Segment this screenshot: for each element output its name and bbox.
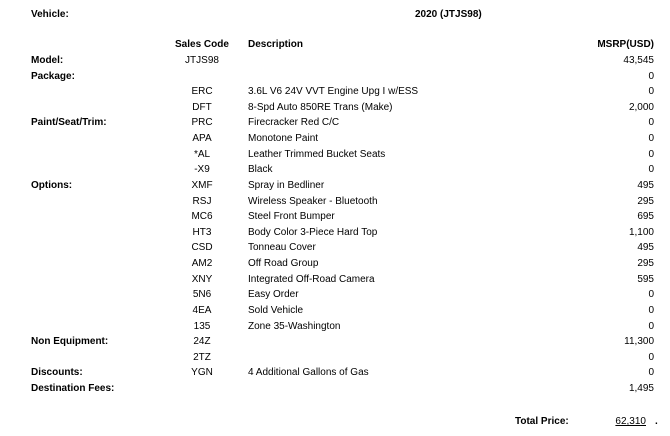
row-category-label: Destination Fees: — [31, 383, 115, 395]
line-item-row — [0, 149, 670, 165]
vehicle-value: 2020 (JTJS98) — [415, 9, 482, 20]
line-item-row — [0, 71, 670, 87]
row-sales-code: 4EA — [192, 304, 212, 316]
row-msrp: 595 — [637, 273, 654, 285]
row-description: Wireless Speaker - Bluetooth — [248, 195, 378, 207]
row-category-label: Discounts: — [31, 367, 83, 379]
row-category-label: Package: — [31, 70, 75, 82]
line-item-row — [0, 321, 670, 337]
row-description: Black — [248, 164, 273, 176]
row-msrp: 1,100 — [628, 226, 654, 238]
row-msrp: 43,545 — [623, 55, 654, 66]
line-item-row — [0, 86, 670, 102]
line-item-row — [0, 383, 670, 399]
row-description: Tonneau Cover — [248, 242, 316, 254]
row-msrp: 0 — [648, 148, 654, 160]
line-item-row — [0, 164, 670, 180]
line-item-row — [0, 336, 670, 352]
total-price-suffix: . — [655, 416, 658, 427]
row-msrp: 0 — [648, 320, 654, 332]
row-msrp: 0 — [648, 86, 654, 98]
row-description: Zone 35-Washington — [248, 320, 341, 332]
row-description: Monotone Paint — [248, 133, 319, 145]
sales-code-header: Sales Code — [175, 39, 229, 50]
row-description: Leather Trimmed Bucket Seats — [248, 148, 386, 160]
row-sales-code: 24Z — [193, 336, 211, 348]
row-msrp: 0 — [648, 164, 654, 176]
line-item-row — [0, 133, 670, 149]
row-description: 8-Spd Auto 850RE Trans (Make) — [248, 101, 393, 113]
line-item-row — [0, 274, 670, 290]
row-sales-code: RSJ — [192, 195, 212, 207]
row-sales-code: -X9 — [194, 164, 210, 176]
row-description: Steel Front Bumper — [248, 211, 335, 223]
row-sales-code: 5N6 — [192, 289, 212, 301]
row-msrp: 0 — [648, 117, 654, 129]
line-item-row — [0, 55, 670, 71]
line-item-row — [0, 352, 670, 368]
row-msrp: 1,495 — [628, 383, 654, 395]
row-sales-code: APA — [192, 133, 212, 145]
line-item-row — [0, 180, 670, 196]
row-description: Firecracker Red C/C — [248, 117, 340, 129]
row-sales-code: ERC — [191, 86, 213, 98]
row-description: Sold Vehicle — [248, 304, 304, 316]
line-item-row — [0, 242, 670, 258]
row-msrp: 0 — [648, 133, 654, 145]
row-sales-code: XMF — [191, 179, 213, 191]
line-item-row — [0, 367, 670, 383]
row-msrp: 0 — [648, 70, 654, 82]
row-msrp: 295 — [637, 195, 654, 207]
row-sales-code: AM2 — [191, 258, 213, 270]
row-sales-code: MC6 — [191, 211, 213, 223]
row-msrp: 295 — [637, 258, 654, 270]
line-item-row — [0, 227, 670, 243]
row-sales-code: 2TZ — [193, 351, 211, 363]
description-header: Description — [248, 39, 304, 50]
row-sales-code: DFT — [192, 101, 212, 113]
row-msrp: 495 — [637, 242, 654, 254]
row-sales-code: JTJS98 — [185, 55, 219, 66]
vehicle-label: Vehicle: — [31, 9, 69, 20]
row-category-label: Paint/Seat/Trim: — [31, 117, 107, 129]
line-item-row — [0, 102, 670, 118]
row-description: 3.6L V6 24V VVT Engine Upg I w/ESS — [248, 86, 419, 98]
row-msrp: 2,000 — [628, 101, 654, 113]
total-price-value: 62,310 — [615, 416, 646, 427]
row-category-label: Options: — [31, 179, 73, 191]
row-sales-code: YGN — [191, 367, 213, 379]
line-item-row — [0, 289, 670, 305]
row-description: Body Color 3-Piece Hard Top — [248, 226, 378, 238]
line-item-row — [0, 258, 670, 274]
row-description: Spray in Bedliner — [248, 179, 325, 191]
row-sales-code: *AL — [193, 148, 211, 160]
row-description: Off Road Group — [248, 258, 319, 270]
row-msrp: 11,300 — [624, 336, 654, 348]
row-msrp: 0 — [648, 367, 654, 379]
line-item-row — [0, 196, 670, 212]
row-msrp: 0 — [648, 289, 654, 301]
line-item-row — [0, 211, 670, 227]
row-msrp: 0 — [648, 351, 654, 363]
row-sales-code: PRC — [191, 117, 213, 129]
row-msrp: 695 — [637, 211, 654, 223]
row-description: 4 Additional Gallons of Gas — [248, 367, 369, 379]
line-item-row — [0, 305, 670, 321]
row-description: Easy Order — [248, 289, 299, 301]
row-category-label: Non Equipment: — [31, 336, 109, 348]
row-sales-code: 135 — [193, 320, 211, 332]
row-sales-code: CSD — [191, 242, 213, 254]
row-sales-code: XNY — [191, 273, 213, 285]
msrp-header: MSRP(USD) — [597, 39, 654, 50]
row-category-label: Model: — [31, 55, 64, 66]
row-description: Integrated Off-Road Camera — [248, 273, 375, 285]
row-sales-code: HT3 — [192, 226, 212, 238]
row-msrp: 495 — [637, 179, 654, 191]
line-item-row — [0, 117, 670, 133]
row-msrp: 0 — [648, 304, 654, 316]
total-price-label: Total Price: — [515, 416, 569, 427]
